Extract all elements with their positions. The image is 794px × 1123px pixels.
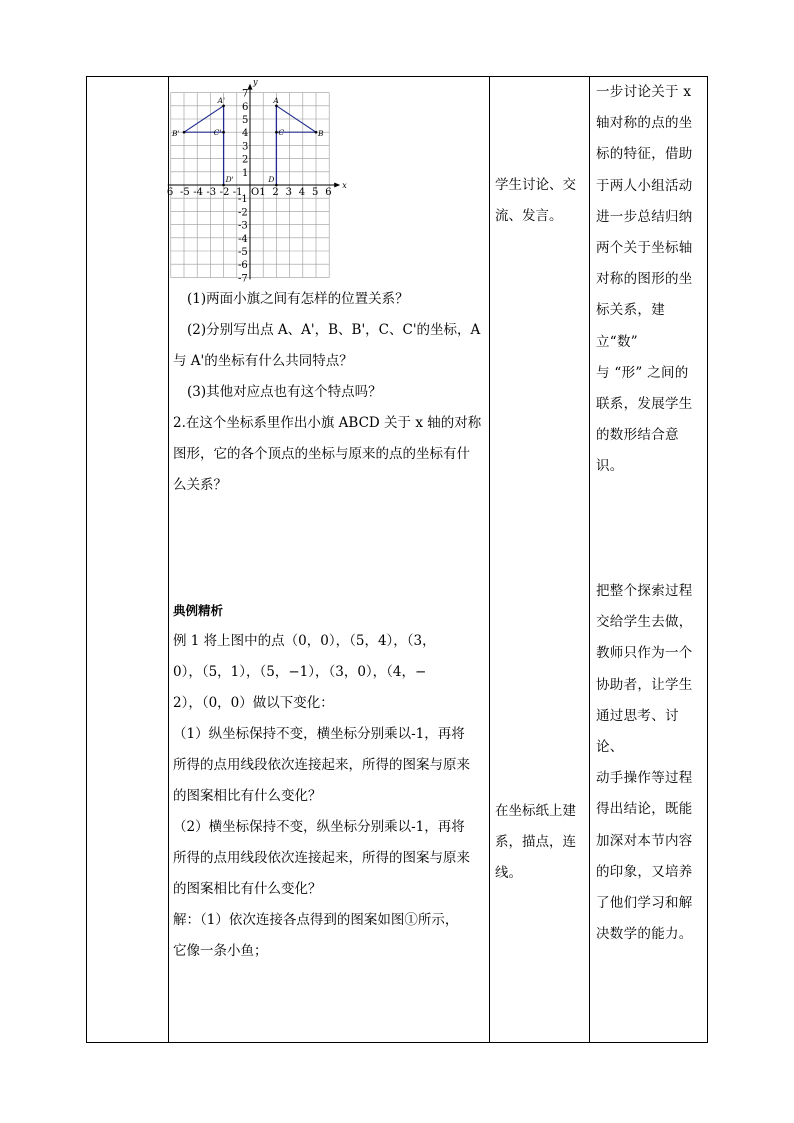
point-label: A' bbox=[217, 95, 226, 105]
point-label: D' bbox=[225, 175, 234, 184]
x-tick-label: 5 bbox=[312, 187, 319, 198]
x-tick-label: O bbox=[251, 187, 260, 198]
task-2-line1: 2.在这个坐标系里作出小旗 ABCD 关于 x 轴的对称 bbox=[173, 415, 482, 431]
point-label: A bbox=[273, 95, 279, 105]
student-activity-2 bbox=[495, 796, 587, 889]
x-tick-label: 6 bbox=[325, 187, 332, 198]
x-tick-label: -5 bbox=[180, 187, 190, 198]
y-tick-label: -1 bbox=[238, 194, 248, 206]
y-tick-label: -5 bbox=[238, 247, 248, 258]
x-tick-label: -2 bbox=[219, 187, 230, 198]
intent-line: 联系，发展学生 bbox=[596, 396, 693, 413]
y-tick-label: 4 bbox=[242, 128, 249, 140]
intent-line: 一步讨论关于 x bbox=[596, 84, 692, 100]
question-1: (1)两面小旗之间有怎样的位置关系？ bbox=[187, 291, 409, 307]
intent-line: 与 “形” 之间的 bbox=[596, 364, 689, 381]
intent-line: 于两人小组活动 bbox=[596, 177, 693, 194]
intent-line: 动手操作等过程 bbox=[596, 770, 693, 787]
x-axis-arrow bbox=[334, 183, 340, 188]
intent-line: 标的特征，借助 bbox=[596, 146, 693, 163]
intent-line: 进一步总结归纳 bbox=[596, 208, 693, 225]
x-tick-label: 4 bbox=[298, 187, 306, 198]
intent-line: 的数形结合意识。 bbox=[596, 427, 679, 475]
part-b-line2: 所得的点用线段依次连接起来，所得的图案与原来 bbox=[173, 850, 470, 866]
column-divider bbox=[589, 76, 590, 1043]
activity-line: 在坐标纸上建 bbox=[495, 803, 576, 819]
point-marker bbox=[275, 105, 278, 108]
point-label: D bbox=[268, 175, 275, 184]
solution-line1: 解：（1）依次连接各点得到的图案如图①所示， bbox=[173, 912, 459, 928]
point-label: B bbox=[318, 129, 324, 139]
point-label: B' bbox=[172, 129, 180, 139]
point-marker bbox=[315, 131, 318, 134]
intent-line: 标关系，建立“数” bbox=[596, 302, 665, 350]
intent-line: 了他们学习和解 bbox=[596, 895, 693, 912]
point-label: C bbox=[278, 128, 285, 138]
example-block bbox=[173, 595, 485, 967]
y-tick-label: 1 bbox=[242, 167, 249, 179]
intent-line: 轴对称的点的坐 bbox=[596, 115, 693, 132]
part-b-line3: 的图案相比有什么变化？ bbox=[173, 881, 322, 897]
y-tick-label: 2 bbox=[242, 154, 249, 166]
activity-line: 系，描点，连 bbox=[495, 834, 576, 850]
intent-line: 教师只作为一个 bbox=[596, 645, 693, 662]
x-tick-label: -1 bbox=[232, 187, 243, 198]
point-marker bbox=[222, 184, 225, 187]
x-tick-label: -4 bbox=[193, 187, 203, 198]
design-intent-1 bbox=[596, 77, 704, 483]
y-tick-label: -7 bbox=[238, 273, 248, 285]
x-tick-label: 2 bbox=[272, 187, 279, 198]
point-marker bbox=[275, 184, 278, 187]
question-2-line2: 与 A'的坐标有什么共同特点？ bbox=[173, 353, 353, 369]
point-marker bbox=[222, 131, 225, 134]
point-marker bbox=[183, 131, 186, 134]
y-tick-label: 3 bbox=[242, 141, 249, 153]
y-tick-label: 6 bbox=[242, 101, 249, 113]
intent-line: 得出结论，既能 bbox=[596, 801, 693, 818]
student-activity-1 bbox=[495, 170, 587, 232]
column-divider bbox=[489, 76, 490, 1043]
x-tick-label: 3 bbox=[285, 187, 292, 198]
intent-line: 决数学的能力。 bbox=[596, 926, 693, 943]
point-marker bbox=[222, 105, 225, 108]
column-divider bbox=[168, 76, 169, 1043]
y-tick-label: 5 bbox=[242, 115, 249, 126]
intent-line: 交给学生去做， bbox=[596, 614, 693, 631]
y-tick-label: -4 bbox=[238, 233, 248, 245]
part-b-line1: （2）横坐标保持不变，纵坐标分别乘以-1，再将 bbox=[173, 819, 465, 835]
design-intent-2 bbox=[596, 576, 704, 950]
task-2-line2: 图形，它的各个顶点的坐标与原来的点的坐标有什 bbox=[173, 446, 470, 462]
x-tick-label: -3 bbox=[206, 187, 217, 198]
intent-line: 两个关于坐标轴 bbox=[596, 240, 693, 257]
x-axis-label: x bbox=[342, 181, 347, 190]
intent-line: 把整个探索过程 bbox=[596, 583, 693, 599]
point-marker bbox=[275, 131, 278, 134]
question-2-line1: (2)分别写出点 A、A'，B、B'，C、C'的坐标，A bbox=[187, 322, 481, 338]
y-tick-label: -6 bbox=[238, 260, 248, 272]
activity-line: 流、发言。 bbox=[495, 208, 563, 224]
point-label: C' bbox=[213, 128, 222, 138]
y-tick-label: 7 bbox=[242, 88, 249, 100]
intent-line: 通过思考、讨论、 bbox=[596, 707, 679, 756]
y-axis-label: y bbox=[253, 77, 258, 87]
y-tick-label: -2 bbox=[238, 207, 248, 219]
question-block bbox=[173, 284, 485, 501]
solution-line2: 它像一条小鱼； bbox=[173, 943, 268, 959]
task-2-line3: 么关系？ bbox=[173, 477, 227, 493]
x-tick-label: 6 bbox=[166, 187, 174, 198]
part-a-line2: 所得的点用线段依次连接起来，所得的图案与原来 bbox=[173, 757, 470, 773]
y-tick-label: -3 bbox=[238, 220, 248, 232]
section-heading: 典例精析 bbox=[173, 603, 224, 618]
activity-line: 学生讨论、交 bbox=[495, 177, 576, 193]
x-tick-label: 1 bbox=[259, 187, 266, 198]
question-3: (3)其他对应点也有这个特点吗？ bbox=[187, 384, 382, 400]
activity-line: 线。 bbox=[495, 865, 522, 881]
coordinate-graph bbox=[166, 77, 350, 285]
example-line1: 例 1 将上图中的点（0，0），（5，4），（3， bbox=[173, 633, 436, 649]
intent-line: 加深对本节内容 bbox=[596, 832, 693, 849]
intent-line: 对称的图形的坐 bbox=[596, 271, 693, 288]
example-line2: 0），（5，1），（5，−1），（3，0），（4，− bbox=[173, 664, 427, 680]
intent-line: 协助者，让学生 bbox=[596, 676, 693, 693]
part-a-line1: （1）纵坐标保持不变，横坐标分别乘以-1，再将 bbox=[173, 726, 465, 742]
intent-line: 的印象，又培养 bbox=[596, 863, 693, 880]
part-a-line3: 的图案相比有什么变化？ bbox=[173, 788, 322, 804]
example-line3: 2），（0，0）做以下变化： bbox=[173, 695, 334, 711]
